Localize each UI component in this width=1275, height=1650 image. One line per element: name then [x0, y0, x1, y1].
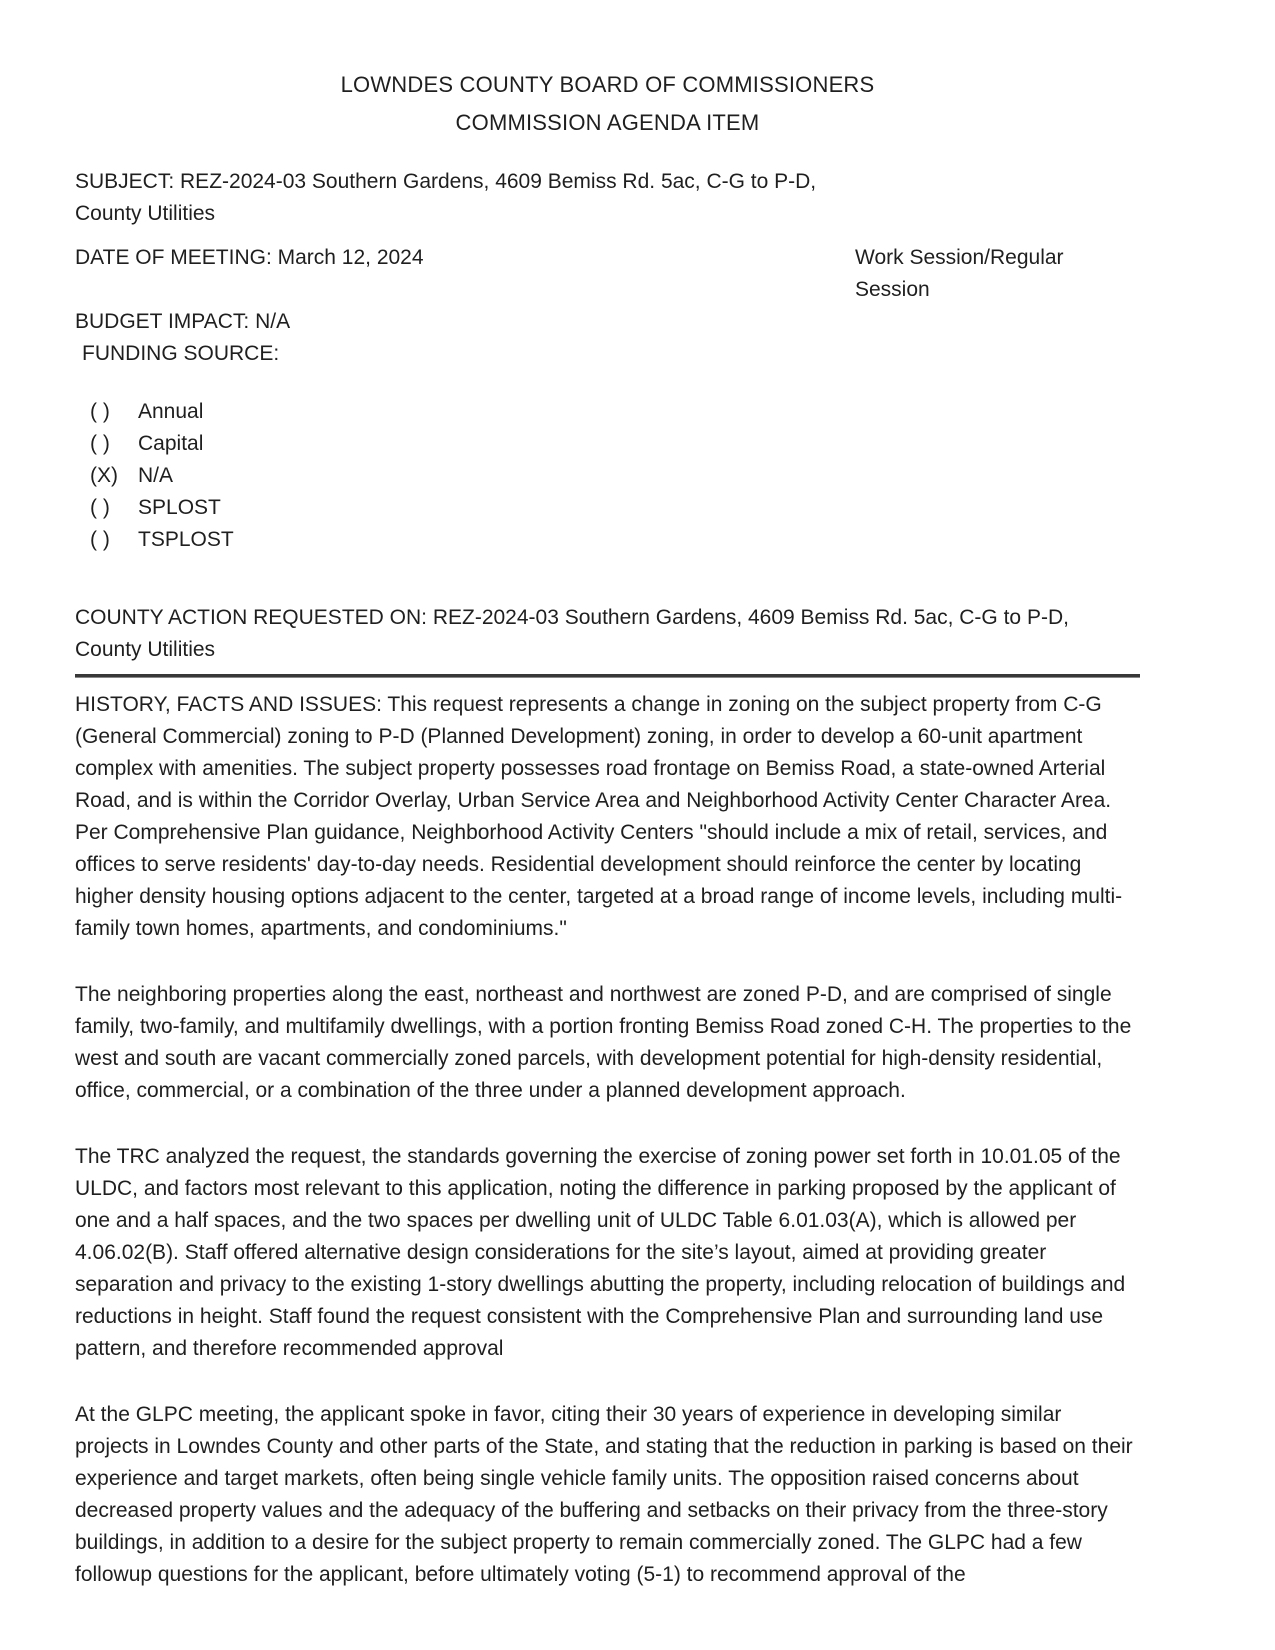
- checkbox-mark-na-checked: (X): [90, 464, 118, 487]
- session-type: Work Session/Regular Session: [855, 246, 1064, 301]
- section-divider: [75, 674, 1140, 678]
- date-of-meeting: DATE OF MEETING: March 12, 2024: [75, 246, 424, 269]
- county-action-requested: COUNTY ACTION REQUESTED ON: REZ-2024-03 Southern Gardens, 4609 Bemiss Rd. 5ac, C-G to P-D, County Utilities: [75, 606, 1069, 661]
- funding-option-label-tsplost: TSPLOST: [138, 528, 234, 551]
- checkbox-mark-annual: ( ): [90, 400, 110, 423]
- funding-option-splost: [90, 492, 1140, 524]
- glpc-meeting-paragraph: At the GLPC meeting, the applicant spoke in favor, citing their 30 years of experience in developing similar projects in Lowndes County and other parts of the State, and stating that the reduction in parking is based on their experience and target markets, often being single vehicle family units. The opposition raised concerns about decreased property values and the adequacy of the buffering and setbacks on their privacy from the three-story buildings, in addition to a desire for the subject property to remain commercially zoned. The GLPC had a few followup questions for the applicant, before ultimately voting (5-1) to recommend approval of the: [75, 1403, 1133, 1586]
- funding-option-tsplost: [90, 524, 1140, 556]
- subject-line-2: County Utilities: [75, 202, 216, 225]
- checkbox-mark-tsplost: ( ): [90, 528, 110, 551]
- budget-impact: BUDGET IMPACT: N/A: [75, 310, 291, 333]
- funding-option-annual: [90, 396, 1140, 428]
- history-facts-issues-section: [75, 689, 1140, 1591]
- doc-type-title: COMMISSION AGENDA ITEM: [455, 110, 760, 135]
- checkbox-mark-splost: ( ): [90, 496, 110, 519]
- history-facts-paragraph: HISTORY, FACTS AND ISSUES: This request represents a change in zoning on the subject property from C-G (General Commercial) zoning to P-D (Planned Development) zoning, in order to develop a 60-unit apartment complex with amenities. The subject property possesses road frontage on Bemiss Road, a state-owned Arterial Road, and is within the Corridor Overlay, Urban Service Area and Neighborhood Activity Center Character Area. Per Comprehensive Plan guidance, Neighborhood Activity Centers "should include a mix of retail, services, and offices to serve residents' day-to-day needs. Residential development should reinforce the center by locating higher density housing options adjacent to the center, targeted at a broad range of income levels, including multi-family town homes, apartments, and condominiums.": [75, 693, 1123, 940]
- subject-line-1: SUBJECT: REZ-2024-03 Southern Gardens, 4609 Bemiss Rd. 5ac, C-G to P-D,: [75, 170, 817, 193]
- checkbox-mark-capital: ( ): [90, 432, 110, 455]
- funding-option-label-splost: SPLOST: [138, 496, 221, 519]
- funding-option-na: [90, 460, 1140, 492]
- meeting-date-row: [75, 242, 1140, 306]
- funding-option-label-capital: Capital: [138, 432, 204, 455]
- org-title: LOWNDES COUNTY BOARD OF COMMISSIONERS: [340, 72, 875, 97]
- county-action-section: [75, 602, 1140, 678]
- document-header: [75, 66, 1140, 142]
- funding-option-capital: [90, 428, 1140, 460]
- neighboring-properties-paragraph: The neighboring properties along the east, northeast and northwest are zoned P-D, and are comprised of single family, two-family, and multifamily dwellings, with a portion fronting Bemiss Road zoned C-H. The properties to the west and south are vacant commercially zoned parcels, with development potential for high-density residential, office, commercial, or a combination of the three under a planned development approach.: [75, 983, 1132, 1102]
- funding-option-label-na: N/A: [138, 464, 174, 487]
- trc-analysis-paragraph: The TRC analyzed the request, the standards governing the exercise of zoning power set forth in 10.01.05 of the ULDC, and factors most relevant to this application, noting the difference in parking proposed by the applicant of one and a half spaces, and the two spaces per dwelling unit of ULDC Table 6.01.03(A), which is allowed per 4.06.02(B). Staff offered alternative design considerations for the site’s layout, aimed at providing greater separation and privacy to the existing 1-story dwellings abutting the property, including relocation of buildings and reductions in height. Staff found the request consistent with the Comprehensive Plan and surrounding land use pattern, and therefore recommended approval: [75, 1145, 1126, 1360]
- funding-source-label: FUNDING SOURCE:: [82, 342, 280, 365]
- funding-options-list: [75, 396, 1140, 556]
- funding-option-label-annual: Annual: [138, 400, 204, 423]
- subject-section: [75, 166, 1140, 230]
